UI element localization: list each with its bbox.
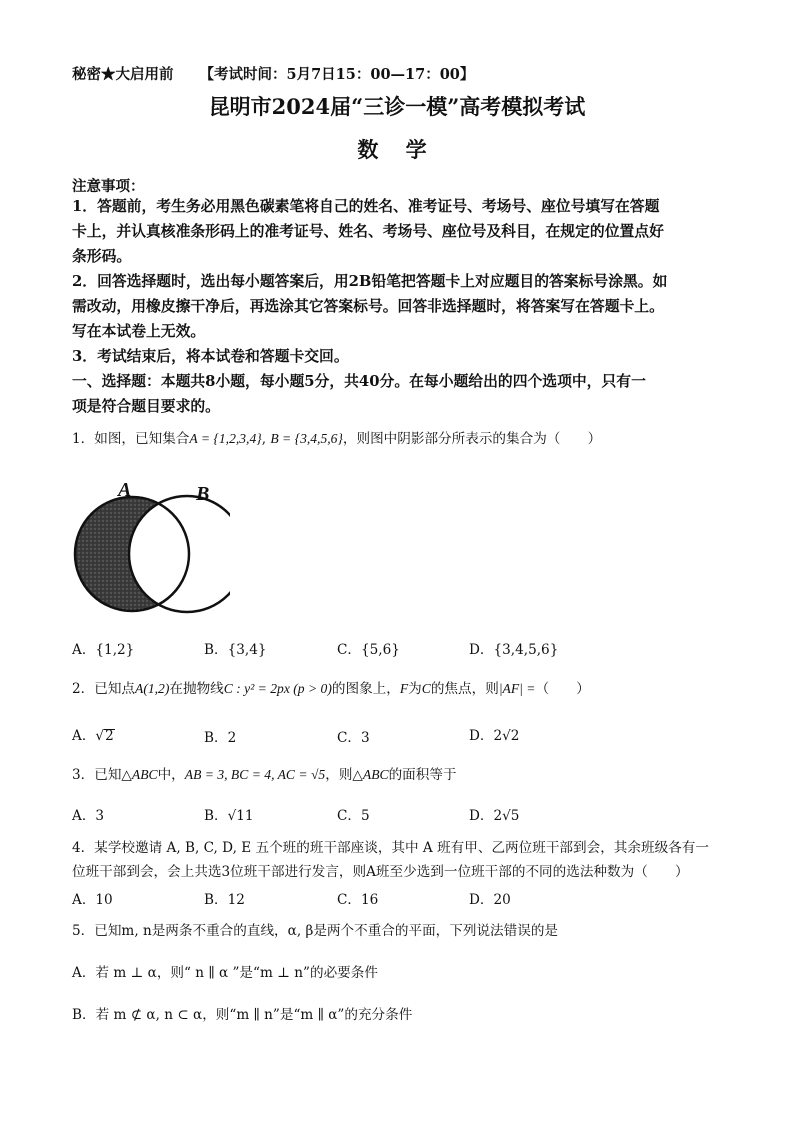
q4-option-b: B．12 — [204, 892, 245, 908]
q3-option-a: A．3 — [72, 808, 105, 824]
q2-option-a: A．√2 — [72, 728, 114, 744]
q1-option-d: D．{3,4,5,6} — [469, 642, 559, 658]
question-2-stem: 2．已知点A(1,2)在抛物线C : y² = 2px (p > 0)的图象上，F为C的焦点，则|AF| =（ ） — [72, 681, 590, 697]
subject-title: 数 学 — [357, 137, 437, 162]
exam-time: 【考试时间：5月7日15：00—17：00】 — [199, 66, 475, 83]
q3-option-c: C．5 — [337, 808, 370, 824]
q4-option-d: D．20 — [469, 892, 511, 908]
q1-option-b: B．{3,4} — [204, 642, 267, 658]
exam-header — [72, 63, 474, 84]
set-b: B = {3,4,5,6} — [270, 431, 343, 446]
q1-option-c: C．{5,6} — [337, 642, 400, 658]
circle-b — [129, 496, 230, 612]
question-4-line2: 位班干部到会，会上共选3位班干部进行发言，则A班至少选到一位班干部的不同的选法种数为（ ） — [72, 864, 689, 880]
q2-option-c: C．3 — [337, 730, 370, 746]
secret-label: 秘密★大启用前 — [72, 66, 174, 83]
notice-line: 需改动，用橡皮擦干净后，再选涂其它答案标号。回答非选择题时，将答案写在答题卡上。 — [72, 298, 664, 315]
venn-diagram — [70, 472, 230, 622]
notice-line: 条形码。 — [72, 248, 132, 265]
set-a: A = {1,2,3,4} — [189, 431, 262, 446]
q4-option-a: A．10 — [72, 892, 113, 908]
q3-option-b: B．√11 — [204, 808, 254, 824]
notice-line: 1．答题前，考生务必用黑色碳素笔将自己的姓名、准考证号、考场号、座位号填写在答题 — [72, 198, 660, 215]
question-5-stem: 5．已知m, n是两条不重合的直线，α, β是两个不重合的平面，下列说法错误的是 — [72, 923, 559, 939]
notice-line: 写在本试卷上无效。 — [72, 323, 206, 340]
q5-option-a: A．若 m ⊥ α，则“ n ∥ α ”是“m ⊥ n”的必要条件 — [72, 965, 378, 981]
q2-option-d: D．2√2 — [469, 728, 520, 744]
venn-label-a: A — [118, 479, 132, 501]
question-4-line1: 4．某学校邀请 A, B, C, D, E 五个班的班干部座谈，其中 A 班有甲、乙两位班干部到会，其余班级各有一 — [72, 840, 709, 856]
q5-option-b: B．若 m ⊄ α, n ⊂ α，则“m ∥ n”是“m ∥ α”的充分条件 — [72, 1007, 413, 1023]
q1-option-a: A．{1,2} — [72, 642, 135, 658]
q4-option-c: C．16 — [337, 892, 379, 908]
question-3-stem: 3．已知△ABC中，AB = 3, BC = 4, AC = √5，则△ABC的面积等于 — [72, 767, 457, 783]
notice-line: 3．考试结束后，将本试卷和答题卡交回。 — [72, 348, 349, 365]
notice-heading: 注意事项： — [72, 178, 145, 195]
notice-line: 2．回答选择题时，选出每小题答案后，用2B铅笔把答题卡上对应题目的答案标号涂黑。如 — [72, 273, 668, 290]
q2-option-b: B．2 — [204, 730, 237, 746]
q3-option-d: D．2√5 — [469, 808, 520, 824]
exam-title: 昆明市2024届“三诊一模”高考模拟考试 — [208, 94, 586, 119]
section-heading-cont: 项是符合题目要求的。 — [72, 398, 220, 415]
section-heading: 一、选择题：本题共8小题，每小题5分，共40分。在每小题给出的四个选项中，只有一 — [72, 373, 646, 390]
venn-label-b: B — [196, 483, 210, 505]
question-1-stem: 1．如图，已知集合A = {1,2,3,4}, B = {3,4,5,6}，则图中阴影部分所表示的集合为（ ） — [72, 431, 602, 447]
notice-line: 卡上，并认真核准条形码上的准考证号、姓名、考场号、座位号及科目，在规定的位置点好 — [72, 223, 664, 240]
